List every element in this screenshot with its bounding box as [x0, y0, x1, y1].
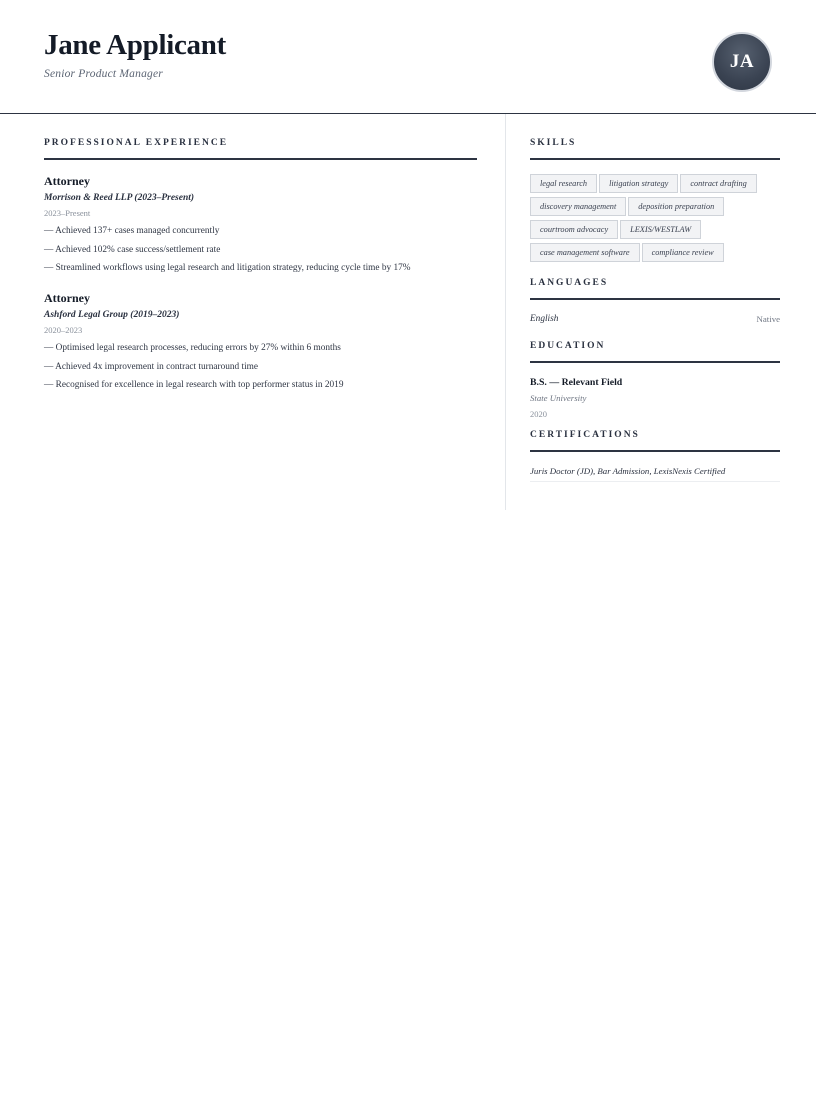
job-dates: 2023–Present: [44, 208, 91, 218]
skills-list: [530, 174, 780, 262]
language-level: Native: [756, 314, 780, 324]
education-year: 2020: [530, 409, 547, 419]
language-row: [530, 314, 780, 324]
job-dates: 2020–2023: [44, 325, 83, 336]
job-bullet: — Achieved 102% case success/settlement rate: [44, 244, 221, 255]
job-role: Attorney: [44, 174, 90, 188]
education-school: State University: [530, 393, 587, 403]
education-degree: B.S. — Relevant Field: [530, 377, 623, 388]
skill-tag: contract drafting: [680, 174, 756, 193]
job-bullet: — Achieved 4x improvement in contract turnaround time: [44, 361, 259, 372]
certifications-heading: CERTIFICATIONS: [530, 430, 780, 452]
job-company: Ashford Legal Group (2019–2023): [44, 310, 180, 321]
job-bullet: — Streamlined workflows using legal research and litigation strategy, reducing cycle time by 17%: [44, 263, 411, 274]
language-name: English: [530, 314, 559, 324]
skill-tag: legal research: [530, 174, 597, 193]
column-divider: [505, 114, 506, 510]
job-bullet: — Achieved 137+ cases managed concurrently: [44, 226, 220, 236]
skill-tag: litigation strategy: [599, 174, 678, 193]
job-entry: [44, 291, 477, 391]
resume-header: [0, 0, 816, 114]
skill-tag: compliance review: [642, 243, 724, 262]
avatar: [712, 32, 772, 92]
avatar-initials: JA: [729, 51, 755, 72]
skill-tag: discovery management: [530, 197, 626, 216]
education-heading: EDUCATION: [530, 341, 780, 363]
job-bullet: — Optimised legal research processes, reducing errors by 27% within 6 months: [44, 343, 341, 354]
skills-heading: SKILLS: [530, 138, 780, 160]
job-entry: [44, 174, 477, 274]
skill-tag: deposition preparation: [628, 197, 724, 216]
applicant-title: Senior Product Manager: [44, 68, 163, 80]
applicant-name: Jane Applicant: [44, 29, 226, 61]
skill-tag: LEXIS/WESTLAW: [620, 220, 701, 239]
certification-item: Juris Doctor (JD), Bar Admission, LexisNexis Certified: [530, 466, 780, 482]
experience-section: [44, 138, 477, 408]
languages-heading: LANGUAGES: [530, 278, 780, 300]
job-bullet: — Recognised for excellence in legal research with top performer status in 2019: [44, 380, 344, 391]
experience-heading: PROFESSIONAL EXPERIENCE: [44, 138, 477, 160]
skill-tag: courtroom advocacy: [530, 220, 618, 239]
sidebar: [530, 138, 780, 482]
skill-tag: case management software: [530, 243, 640, 262]
job-company: Morrison & Reed LLP (2023–Present): [44, 193, 195, 203]
job-role: Attorney: [44, 291, 90, 306]
